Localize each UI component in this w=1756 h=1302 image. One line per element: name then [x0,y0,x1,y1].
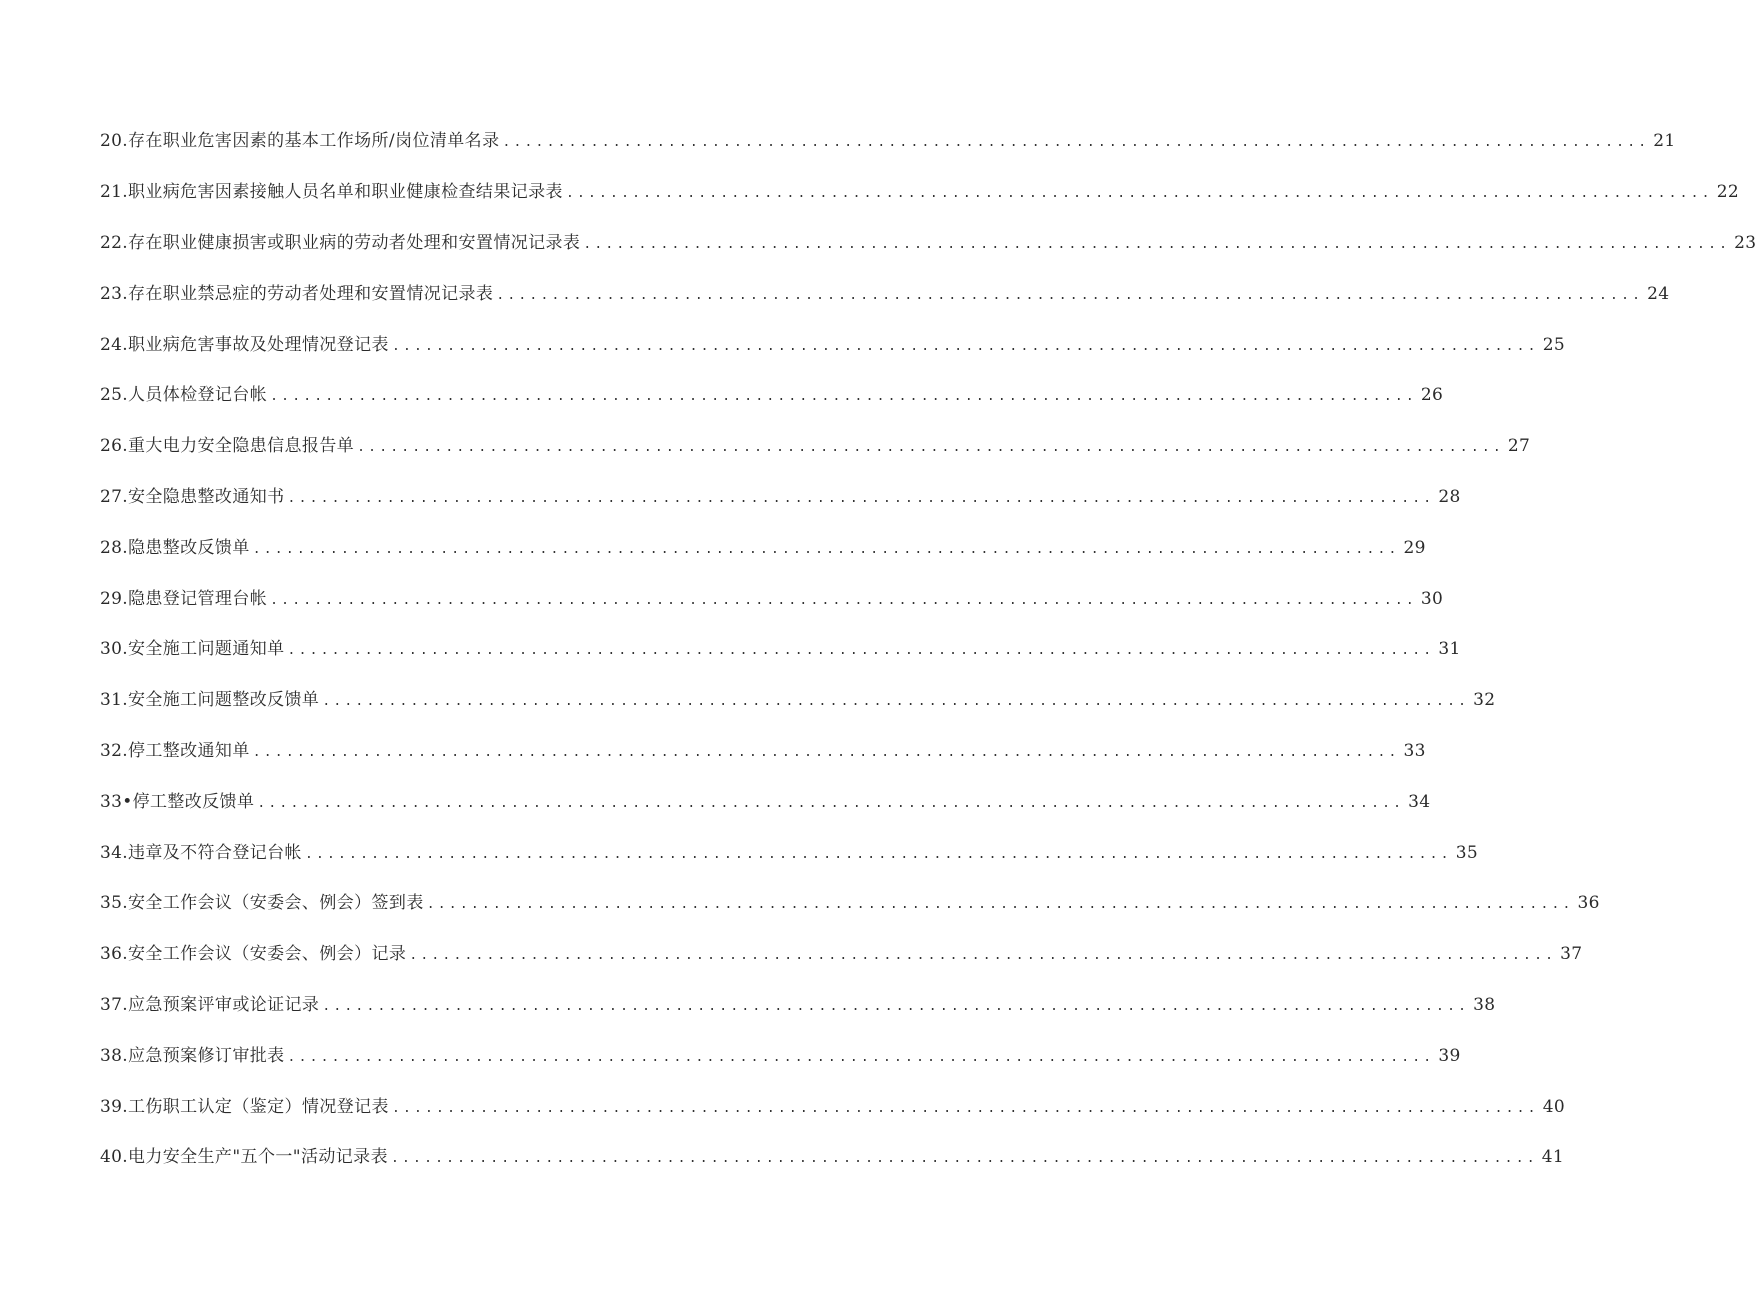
toc-entry-page: 30 [1420,589,1444,609]
dot-leader: ........................................................................................................ [391,339,1539,354]
toc-entry-31[interactable] [100,687,1496,713]
toc-entry-40[interactable] [100,1144,1564,1170]
toc-entry-title: 安全施工问题整改反馈单 [127,690,320,710]
toc-entry-32[interactable] [100,738,1426,764]
toc-entry-number: 21. [100,182,128,202]
toc-entry-number: 27. [100,487,128,507]
toc-entry-number: 24. [100,335,128,355]
dot-leader: ........................................................................................................ [322,999,1470,1014]
toc-entry-page: 37 [1560,944,1583,964]
toc-entry-number: 26. [100,436,128,456]
toc-entry-page: 24 [1647,284,1670,304]
toc-entry-title: 安全工作会议（安委会、例会）签到表 [127,893,424,913]
toc-entry-number: 28. [100,538,128,558]
toc-entry-page: 32 [1473,690,1496,710]
dot-leader: ........................................................................................................ [322,694,1470,709]
toc-entry-title: 工伤职工认定（鉴定）情况登记表 [127,1097,389,1117]
toc-entry-title: 人员体检登记台帐 [127,385,268,405]
toc-entry-page: 26 [1420,385,1444,405]
toc-entry-number: 29. [100,589,128,609]
toc-entry-28[interactable] [100,535,1426,561]
dot-leader: ........................................................................................................ [287,491,1435,506]
toc-entry-21[interactable] [100,179,1739,205]
toc-entry-number: 20. [100,131,128,151]
toc-entry-title: 电力安全生产"五个一"活动记录表 [127,1147,388,1167]
toc-entry-title: 存在职业禁忌症的劳动者处理和安置情况记录表 [127,284,494,304]
toc-entry-page: 28 [1438,487,1461,507]
toc-entry-number: 23. [100,284,128,304]
toc-entry-title: 安全施工问题通知单 [127,639,285,659]
dot-leader: ........................................................................................................ [257,796,1405,811]
toc-entry-title: 应急预案评审或论证记录 [127,995,320,1015]
toc-entry-page: 29 [1403,538,1426,558]
dot-leader: ........................................................................................................ [287,643,1435,658]
dot-leader: ........................................................................................................ [304,847,1452,862]
toc-entry-page: 25 [1542,335,1565,355]
toc-entry-title: 停工整改通知单 [127,741,250,761]
toc-entry-23[interactable] [100,281,1670,307]
toc-entry-title: 存在职业危害因素的基本工作场所/岗位清单名录 [127,131,500,151]
toc-entry-page: 22 [1716,182,1739,202]
toc-entry-title: 安全工作会议（安委会、例会）记录 [127,944,407,964]
toc-entry-title: 安全隐患整改通知书 [127,487,285,507]
toc-entry-39[interactable] [100,1094,1565,1120]
toc-entry-34[interactable] [100,840,1478,866]
toc-entry-24[interactable] [100,332,1565,358]
dot-leader: ........................................................................................................ [409,948,1557,963]
dot-leader: ........................................................................................................ [583,237,1731,252]
toc-entry-22[interactable] [100,230,1756,256]
toc-entry-title: 应急预案修订审批表 [127,1046,285,1066]
dot-leader: ........................................................................................................ [270,593,1417,608]
toc-entry-number: 32. [100,741,128,761]
toc-entry-page: 38 [1473,995,1496,1015]
toc-entry-number: 35. [100,893,128,913]
toc-entry-title: 重大电力安全隐患信息报告单 [127,436,355,456]
toc-entry-title: 隐患登记管理台帐 [127,589,268,609]
toc-entry-number: 30. [100,639,128,659]
toc-entry-35[interactable] [100,890,1600,916]
toc-entry-30[interactable] [100,636,1461,662]
toc-entry-title: 违章及不符合登记台帐 [127,843,302,863]
toc-entry-page: 23 [1734,233,1756,253]
toc-entry-page: 40 [1542,1097,1565,1117]
toc-entry-36[interactable] [100,941,1583,967]
dot-leader: ........................................................................................................ [502,135,1650,150]
toc-entry-20[interactable] [100,128,1676,154]
toc-entry-number: 37. [100,995,128,1015]
toc-entry-38[interactable] [100,1043,1461,1069]
dot-leader: ........................................................................................................ [270,389,1417,404]
toc-entry-number: 31. [100,690,128,710]
toc-entry-number: 22. [100,233,128,253]
toc-entry-page: 33 [1403,741,1426,761]
toc-entry-37[interactable] [100,992,1496,1018]
dot-leader: ........................................................................................................ [426,897,1574,912]
toc-entry-page: 35 [1455,843,1478,863]
dot-leader: ........................................................................................................ [357,440,1504,455]
dot-leader: ........................................................................................................ [390,1151,1538,1166]
toc-entry-number: 34. [100,843,128,863]
toc-entry-26[interactable] [100,433,1531,459]
toc-entry-page: 34 [1408,792,1431,812]
toc-entry-title: 职业病危害事故及处理情况登记表 [127,335,389,355]
toc-entry-title: 隐患整改反馈单 [127,538,250,558]
toc-entry-page: 41 [1541,1147,1564,1167]
toc-entry-29[interactable] [100,586,1444,612]
dot-leader: ........................................................................................................ [496,288,1644,303]
dot-leader: ........................................................................................................ [391,1101,1539,1116]
toc-entry-number: 33• [100,792,133,812]
dot-leader: ........................................................................................................ [252,542,1400,557]
toc-entry-title: 停工整改反馈单 [132,792,255,812]
toc-entry-33[interactable] [100,789,1431,815]
toc-entry-title: 存在职业健康损害或职业病的劳动者处理和安置情况记录表 [127,233,581,253]
dot-leader: ........................................................................................................ [287,1050,1435,1065]
toc-entry-number: 25. [100,385,128,405]
toc-entry-number: 39. [100,1097,128,1117]
toc-entry-number: 38. [100,1046,128,1066]
toc-entry-number: 36. [100,944,128,964]
toc-entry-page: 31 [1438,639,1461,659]
toc-entry-page: 21 [1653,131,1676,151]
toc-entry-27[interactable] [100,484,1461,510]
dot-leader: ........................................................................................................ [565,186,1713,201]
toc-entry-title: 职业病危害因素接触人员名单和职业健康检查结果记录表 [127,182,563,202]
toc-entry-page: 27 [1507,436,1531,456]
toc-entry-25[interactable] [100,382,1444,408]
toc-entry-page: 36 [1577,893,1600,913]
toc-entry-number: 40. [100,1147,128,1167]
dot-leader: ........................................................................................................ [252,745,1400,760]
toc-entry-page: 39 [1438,1046,1461,1066]
